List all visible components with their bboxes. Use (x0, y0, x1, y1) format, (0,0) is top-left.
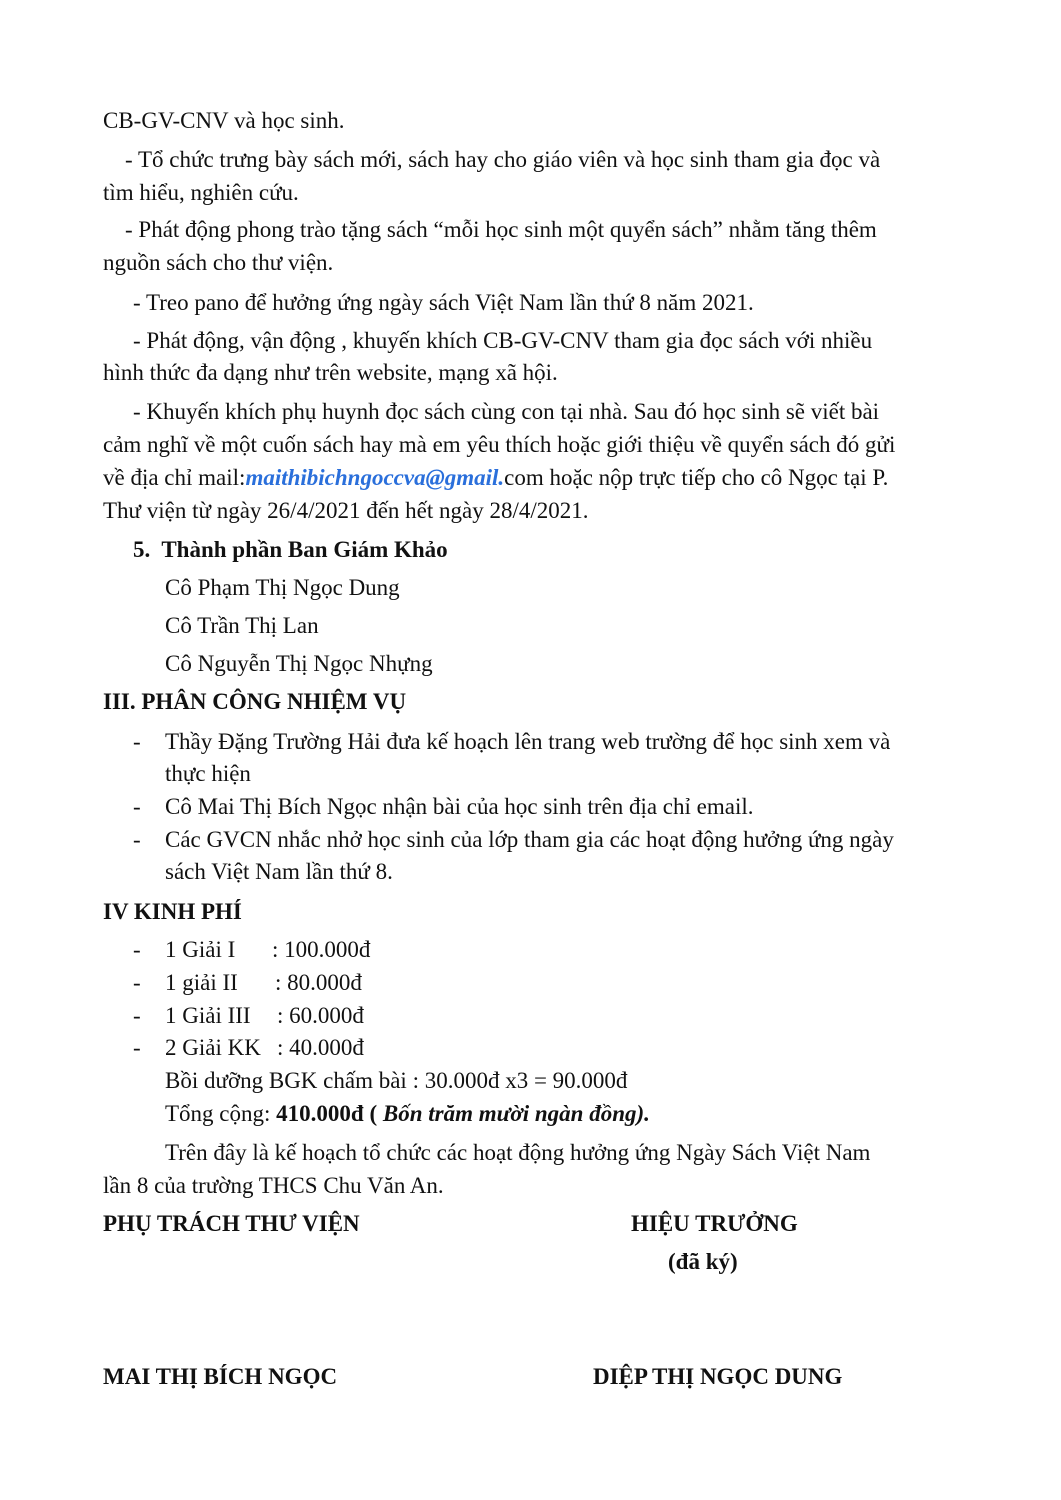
activity-5-line-1: - Khuyến khích phụ huynh đọc sách cùng con tại nhà. Sau đó học sinh sẽ viết bài (133, 399, 880, 424)
section-3-dash-3: - (133, 827, 141, 852)
email-link[interactable]: maithibichngoccva@gmail. (245, 465, 505, 490)
intro-tail-line: CB-GV-CNV và học sinh. (103, 108, 345, 133)
prize-2-value: : 80.000đ (275, 970, 362, 995)
prize-4-value: : 40.000đ (277, 1035, 364, 1060)
total-end: ). (636, 1101, 650, 1126)
mail-prefix: về địa chỉ mail: (103, 465, 246, 490)
right-signer-title: HIỆU TRƯỞNG (631, 1211, 798, 1236)
total-label: Tổng cộng: (165, 1101, 277, 1126)
right-signer-name: DIỆP THỊ NGỌC DUNG (593, 1364, 843, 1389)
activity-2-line-1: - Phát động phong trào tặng sách “mỗi học sinh một quyển sách” nhằm tăng thêm (125, 217, 877, 242)
left-signer-name: MAI THỊ BÍCH NGỌC (103, 1364, 338, 1389)
total-value: 410.000đ ( (276, 1101, 383, 1126)
activity-5-line-4: Thư viện từ ngày 26/4/2021 đến hết ngày 28/4/2021. (103, 498, 589, 523)
jury-fee-line: Bồi dưỡng BGK chấm bài : 30.000đ x3 = 90.000đ (165, 1068, 628, 1093)
section-3-dash-1: - (133, 729, 141, 754)
activity-5-line-3 (103, 463, 888, 493)
section-3-item-1-line-2: thực hiện (165, 761, 251, 786)
prize-dash-1: - (133, 937, 141, 962)
prize-3-label: 1 Giải III (165, 1003, 251, 1028)
jury-heading: 5. Thành phần Ban Giám Khảo (133, 537, 448, 562)
section-3-dash-2: - (133, 794, 141, 819)
prize-1-label: 1 Giải I (165, 937, 236, 962)
jury-number: 5 (133, 537, 145, 562)
mail-suffix: com hoặc nộp trực tiếp cho cô Ngọc tại P. (504, 465, 889, 490)
total-line (165, 1099, 650, 1129)
jury-member-2: Cô Trần Thị Lan (165, 613, 319, 638)
activity-1-line-2: tìm hiểu, nghiên cứu. (103, 180, 299, 205)
total-words: Bốn trăm mười ngàn đồng (382, 1101, 637, 1126)
jury-member-3: Cô Nguyễn Thị Ngọc Nhựng (165, 651, 433, 676)
prize-dash-2: - (133, 970, 141, 995)
section-3-item-2: Cô Mai Thị Bích Ngọc nhận bài của học sinh trên địa chỉ email. (165, 794, 754, 819)
activity-4-line-2: hình thức đa dạng như trên website, mạng xã hội. (103, 360, 558, 385)
section-3-heading: III. PHÂN CÔNG NHIỆM VỤ (103, 689, 407, 714)
prize-1-value: : 100.000đ (272, 937, 371, 962)
section-4-heading: IV KINH PHÍ (103, 899, 242, 924)
section-3-item-1-line-1: Thầy Đặng Trường Hải đưa kế hoạch lên trang web trường để học sinh xem và (165, 729, 891, 754)
closing-line-1: Trên đây là kế hoạch tổ chức các hoạt động hưởng ứng Ngày Sách Việt Nam (165, 1140, 871, 1165)
activity-4-line-1: - Phát động, vận động , khuyến khích CB-GV-CNV tham gia đọc sách với nhiều (133, 328, 873, 353)
prize-2-label: 1 giải II (165, 970, 238, 995)
closing-line-2: lần 8 của trường THCS Chu Văn An. (103, 1173, 444, 1198)
jury-member-1: Cô Phạm Thị Ngọc Dung (165, 575, 400, 600)
section-3-item-3-line-2: sách Việt Nam lần thứ 8. (165, 859, 393, 884)
activity-2-line-2: nguồn sách cho thư viện. (103, 250, 334, 275)
prize-4-label: 2 Giải KK (165, 1035, 261, 1060)
activity-5-line-2: cảm nghĩ về một cuốn sách hay mà em yêu thích hoặc giới thiệu về quyển sách đó gửi (103, 432, 896, 457)
section-3-item-3-line-1: Các GVCN nhắc nhở học sinh của lớp tham gia các hoạt động hưởng ứng ngày (165, 827, 894, 852)
activity-3-line: - Treo pano để hưởng ứng ngày sách Việt Nam lần thứ 8 năm 2021. (133, 290, 754, 315)
activity-1-line-1: - Tổ chức trưng bày sách mới, sách hay cho giáo viên và học sinh tham gia đọc và (125, 147, 881, 172)
prize-dash-4: - (133, 1035, 141, 1060)
left-signer-title: PHỤ TRÁCH THƯ VIỆN (103, 1211, 360, 1236)
signed-note: (đã ký) (668, 1249, 738, 1274)
prize-3-value: : 60.000đ (277, 1003, 364, 1028)
prize-dash-3: - (133, 1003, 141, 1028)
jury-heading-text: Thành phần Ban Giám Khảo (161, 537, 448, 562)
